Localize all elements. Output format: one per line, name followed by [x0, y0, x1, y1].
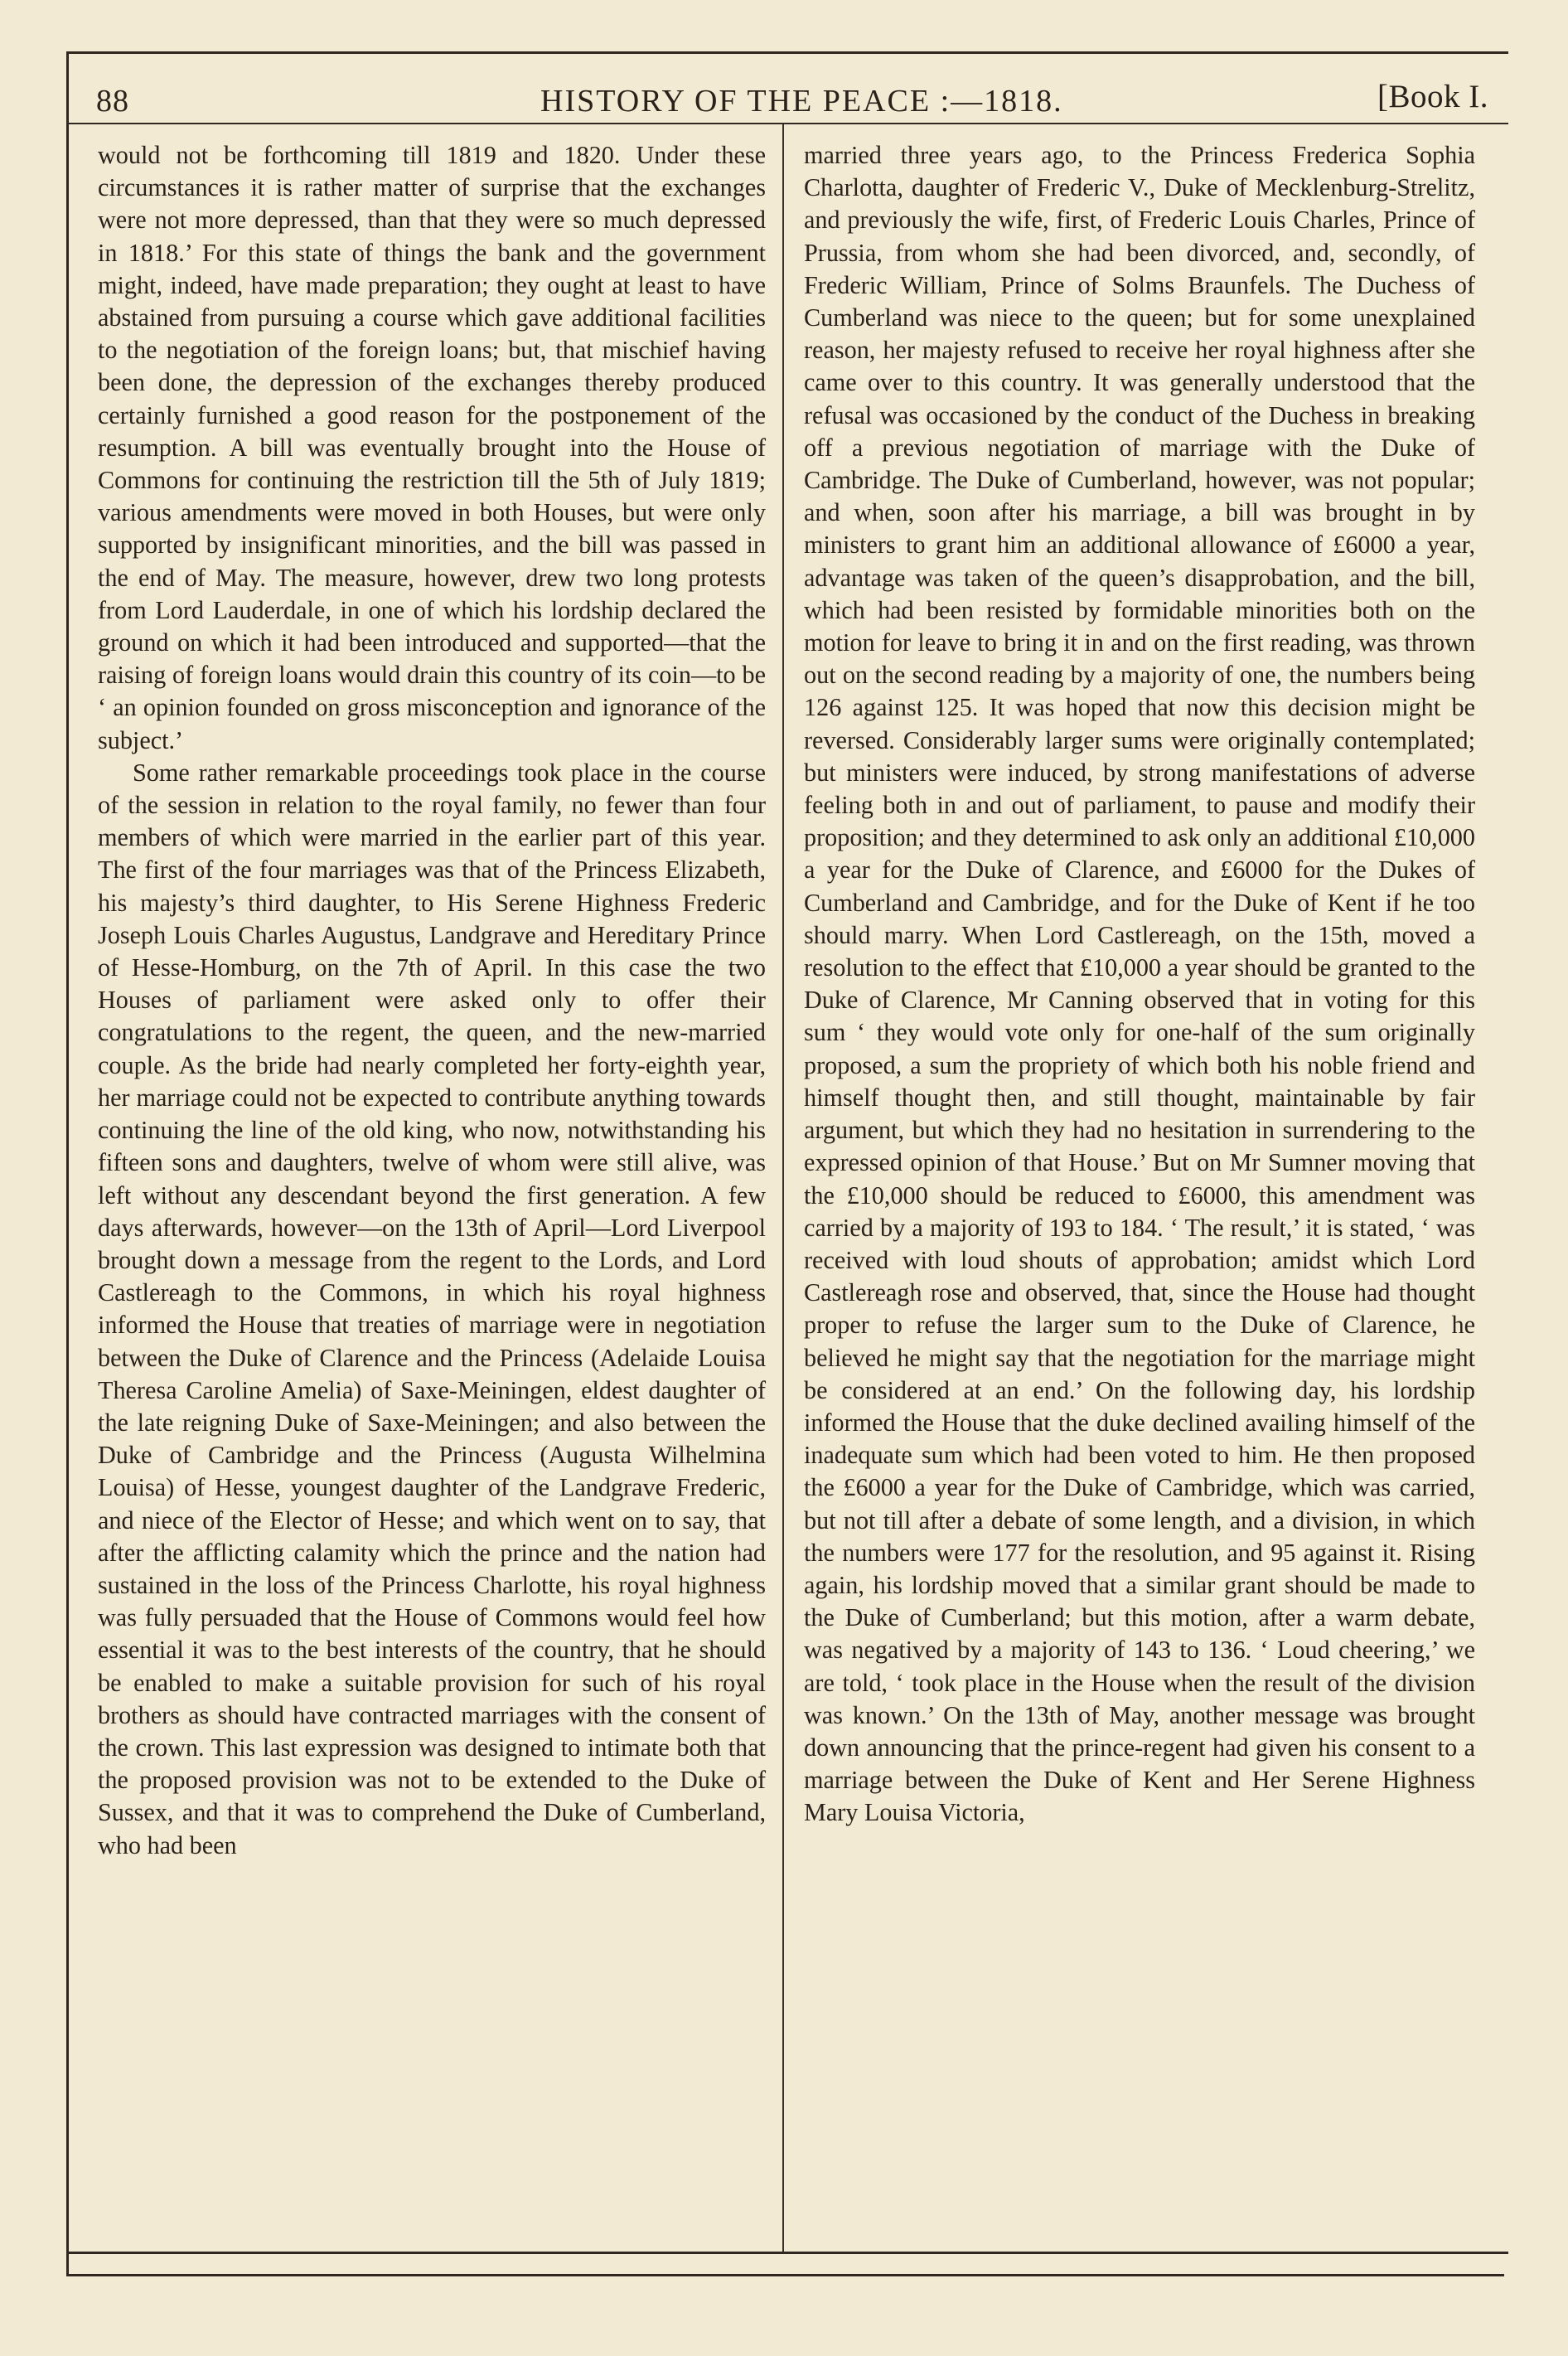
column-divider — [782, 124, 784, 2252]
left-paragraph-2: Some rather remarkable proceedings took place in the course of the session in relation to the royal family, no fewer than four members of which were married in the earlier part of this year. The first of the four marriages was that of the Princess Elizabeth, his majesty’s third daughter, to His Serene Highness Frederic Joseph Louis Charles Augustus, Landgrave and Hereditary Prince of Hesse-Homburg, on the 7th of April. In this case the two Houses of parliament were asked only to offer their congratulations to the regent, the queen, and the new-married couple. As the bride had nearly completed her forty-eighth year, her marriage could not be expected to contribute anything towards continuing the line of the old king, who now, notwithstanding his fifteen sons and daughters, twelve of whom were still alive, was left without any descendant beyond the first generation. A few days afterwards, however—on the 13th of April—Lord Liverpool brought down a message from the regent to the Lords, and Lord Castlereagh to the Commons, in which his royal highness informed the House that treaties of marriage were in negotiation between the Duke of Clarence and the Princess (Adelaide Louisa Theresa Caroline Amelia) of Saxe-Meiningen, eldest daughter of the late reigning Duke of Saxe-Meiningen; and also between the Duke of Cambridge and the Princess (Augusta Wilhelmina Louisa) of Hesse, youngest daughter of the Landgrave Frederic, and niece of the Elector of Hesse; and which went on to say, that after the afflicting calamity which the prince and the nation had sustained in the loss of the Princess Charlotte, his royal highness was fully persuaded that the House of Commons would feel how essential it was to the best interests of the country, that he should be enabled to make a suitable provision for such of his royal brothers as should have contracted marriages with the consent of the crown. This last expression was designed to intimate both that the proposed provision was not to be extended to the Duke of Sussex, and that it was to comprehend the Duke of Cumberland, who had been — [98, 758, 766, 1859]
book-label: [Book I. — [1377, 79, 1488, 114]
page-number: 88 — [96, 84, 129, 119]
right-column — [804, 139, 1475, 1830]
running-header — [91, 76, 1500, 118]
left-column — [98, 139, 766, 1862]
header-bottom-rule — [66, 123, 1508, 124]
right-paragraph-1: married three years ago, to the Princess Frederica Sophia Charlotta, daughter of Frederic V., Duke of Mecklenburg-Strelitz, and previously the wife, first, of Frederic Louis Charles, Prince of Prussia, from whom she had been divorced, and, secondly, of Frederic William, Prince of Solms Braunfels. The Duchess of Cumberland was niece to the queen; but for some unexplained reason, her majesty refused to receive her royal highness after she came over to this country. It was generally understood that the refusal was occasioned by the conduct of the Duchess in breaking off a previous negotiation of marriage with the Duke of Cambridge. The Duke of Cumberland, however, was not popular; and when, soon after his marriage, a bill was brought in by ministers to grant him an additional allowance of £6000 a year, advantage was taken of the queen’s disapprobation, and the bill, which had been resisted by formidable minorities both on the motion for leave to bring it in and on the first reading, was thrown out on the second reading by a majority of one, the numbers being 126 against 125. It was hoped that now this decision might be reversed. Considerably larger sums were originally contemplated; but ministers were induced, by strong manifestations of adverse feeling both in and out of parliament, to pause and modify their proposition; and they determined to ask only an additional £10,000 a year for the Duke of Clarence, and £6000 for the Dukes of Cumberland and Cambridge, and for the Duke of Kent if he too should marry. When Lord Castlereagh, on the 15th, moved a resolution to the effect that £10,000 a year should be granted to the Duke of Clarence, Mr Canning observed that in voting for this sum ‘ they would vote only for one-half of the sum originally proposed, a sum the propriety of which both his noble friend and himself thought then, and still thought, maintainable by fair argument, but which they had no hesitation in surrendering to the expressed opinion of that House.’ But on Mr Sumner moving that the £10,000 should be reduced to £6000, this amendment was carried by a majority of 193 to 184. ‘ The result,’ it is stated, ‘ was received with loud shouts of approbation; amidst which Lord Castlereagh rose and observed, that, since the House had thought proper to refuse the larger sum to the Duke of Clarence, he believed he might say that the negotiation for the marriage might be considered at an end.’ On the following day, his lordship informed the House that the duke declined availing himself of the inadequate sum which had been voted to him. He then proposed the £6000 a year for the Duke of Cambridge, which was carried, but not till after a debate of some length, and a division, in which the numbers were 177 for the resolution, and 95 against it. Rising again, his lordship moved that a similar grant should be made to the Duke of Cumberland; but this motion, after a warm debate, was negatived by a majority of 143 to 136. ‘ Loud cheering,’ we are told, ‘ took place in the House when the result of the division was known.’ On the 13th of May, another message was brought down announcing that the prince-regent had given his consent to a marriage between the Duke of Kent and Her Serene Highness Mary Louisa Victoria, — [804, 141, 1475, 1827]
running-title: HISTORY OF THE PEACE :—1818. — [540, 84, 1063, 119]
left-paragraph-1: would not be forthcoming till 1819 and 1820. Under these circumstances it is rather matter of surprise that the exchanges were not more depressed, than that they were so much depressed in 1818.’ For this state of things the bank and the government might, indeed, have made preparation; they ought at least to have abstained from pursuing a course which gave additional facilities to the negotiation of the foreign loans; but, that mischief having been done, the depression of the exchanges thereby produced certainly furnished a good reason for the postponement of the resumption. A bill was eventually brought into the House of Commons for continuing the restriction till the 5th of July 1819; various amendments were moved in both Houses, but were only supported by insignificant minorities, and the bill was passed in the end of May. The measure, however, drew two long protests from Lord Lauderdale, in one of which his lordship declared the ground on which it had been introduced and supported—that the raising of foreign loans would drain this country of its coin—to be ‘ an opinion founded on gross misconception and ignorance of the subject.’ — [98, 141, 766, 754]
footer-rule — [66, 2252, 1508, 2254]
